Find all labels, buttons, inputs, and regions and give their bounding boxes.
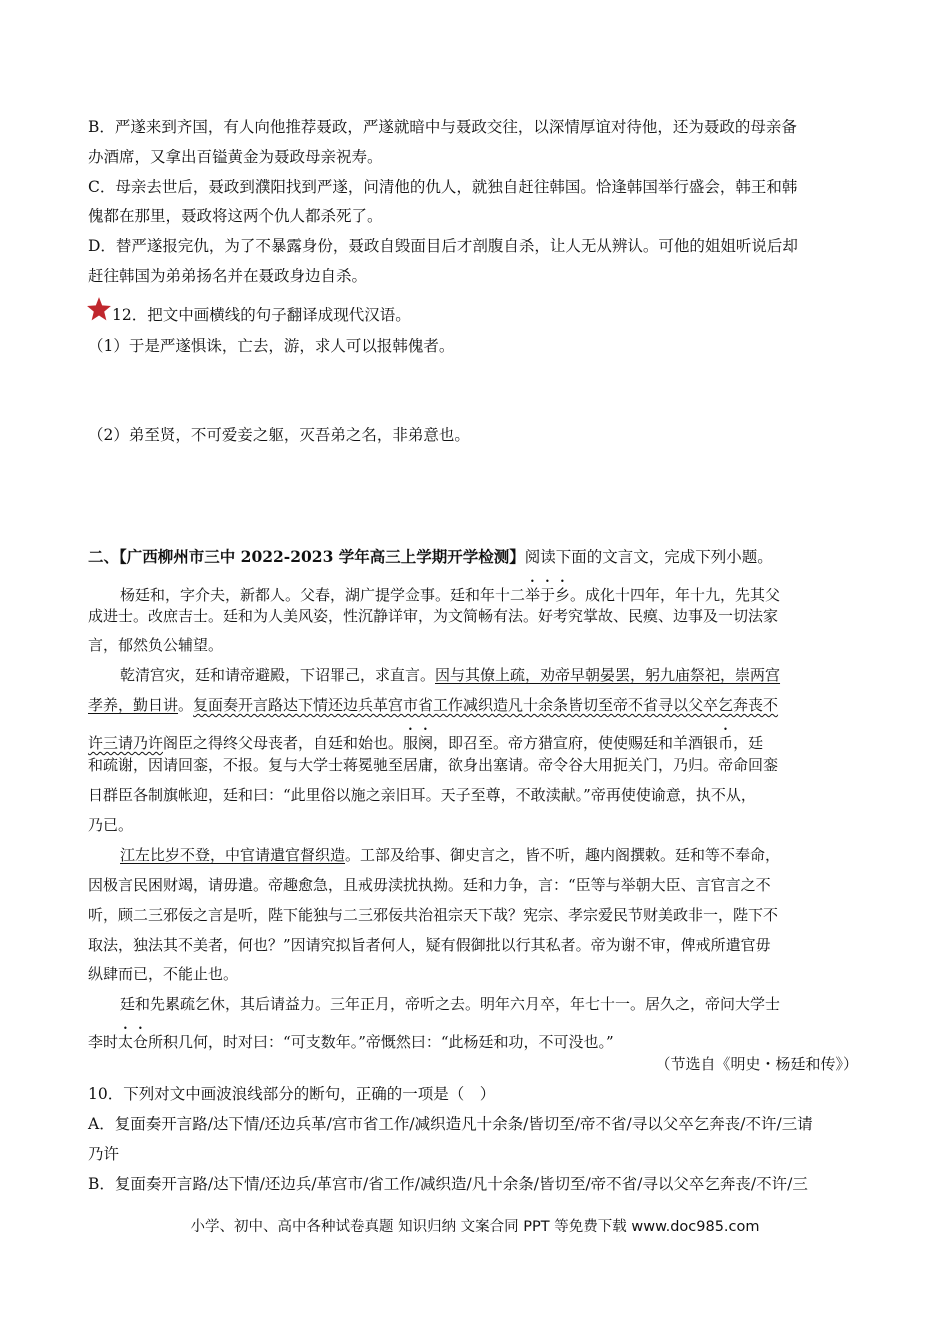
passage-text: 。成化十四年，年十九，先其父 — [570, 586, 781, 604]
passage-p1-line1 — [120, 577, 780, 605]
passage-p3-line3: 听，顾二三邪佞之言是听，陛下能独与二三邪佞共治祖宗天下哉？宪宗、孝宗爱民节财美政非一，陛下不 — [88, 906, 779, 924]
passage-text: 所积几何，时对曰：“可支数年。”帝慨然曰：“此杨廷和功，不可没也。” — [148, 1033, 614, 1051]
section-number: 二、 — [88, 547, 120, 566]
q12-sentence-2: （2）弟至贤，不可爱妾之躯，灭吾弟之名，非弟意也。 — [88, 426, 470, 444]
underlined-sentence: 江左比岁不登，中官请遣官督织造 — [120, 846, 346, 864]
passage-p2-line5: 日群臣各制旗帐迎，廷和曰：“此里俗以施之亲旧耳。天子至尊，不敢渎献。”帝再使使谕意，执不从， — [88, 786, 756, 804]
q12-sentence-1: （1）于是严遂惧诛，亡去，游，求人可以报韩傀者。 — [88, 337, 455, 355]
star-icon — [86, 296, 112, 322]
q10-title: 10．下列对文中画波浪线部分的断句，正确的一项是（ ） — [88, 1085, 496, 1103]
passage-text: 杨廷和，字介夫，新都人。父春，湖广提学佥事。廷和年十二 — [120, 586, 526, 604]
passage-p2-line4: 和疏谢，因请回銮，不报。复与大学士蒋冕驰至居庸，欲身出塞请。帝令谷大用扼关门，乃归。帝命回銮 — [88, 756, 779, 774]
passage-p2-line2 — [88, 695, 778, 715]
passage-source: （节选自《明史・杨廷和传》） — [655, 1055, 858, 1073]
passage-text: 。工部及给事、御史言之，皆不听，趣内阁撰敕。廷和等不奉命， — [345, 846, 781, 864]
passage-text: 阁臣之得终父母丧者，自廷和始也。 — [163, 734, 404, 752]
section-2-heading — [88, 547, 773, 567]
passage-p3-line1 — [120, 845, 780, 865]
q10-option-a-line2: 乃许 — [88, 1145, 120, 1163]
q10-option-a-line1: A．复面奏开言路/达下情/还边兵革/宫市省工作/减织造凡十余条/皆切至/帝不省/寻以父卒乞奔丧/不许/三请 — [88, 1115, 813, 1133]
passage-p1-line2: 成进士。改庶吉士。廷和为人美风姿，性沉静详审，为文简畅有法。好考究掌故、民瘼、边事及一切法家 — [88, 607, 779, 625]
q12-title: 12．把文中画横线的句子翻译成现代汉语。 — [112, 306, 411, 324]
q11-option-c-line1: C．母亲去世后，聂政到濮阳找到严遂，问清他的仇人，就独自赶往韩国。恰逢韩国举行盛会，韩王和韩 — [88, 178, 798, 196]
wavy-underlined-text: 许三请乃许 — [88, 734, 164, 752]
passage-p4-line1: 廷和先累疏乞休，其后请益力。三年正月，帝听之去。明年六月卒，年七十一。居久之，帝问大学士 — [120, 995, 781, 1013]
passage-p4-line2 — [88, 1024, 614, 1052]
passage-p2-line1 — [120, 665, 780, 685]
underlined-sentence: 因与其僚上疏，劝帝早朝晏罢，躬九庙祭祀，崇两宫 — [435, 666, 781, 684]
passage-text: 乾清宫灾，廷和请帝避殿，下诏罪己，求直言。 — [120, 666, 436, 684]
dotted-term: 服阕 — [403, 734, 434, 752]
q11-option-b-line1: B．严遂来到齐国，有人向他推荐聂政，严遂就暗中与聂政交往，以深情厚谊对待他，还为聂政的母亲备 — [88, 118, 797, 136]
q11-option-c-line2: 傀都在那里，聂政将这两个仇人都杀死了。 — [88, 207, 383, 225]
passage-p2-line3 — [88, 725, 763, 753]
dotted-term: 币 — [718, 734, 734, 752]
passage-text: ，廷 — [733, 734, 764, 752]
q11-option-d-line1: D．替严遂报完仇，为了不暴露身份，聂政自毁面目后才剖腹自杀，让人无从辨认。可他的姐姐听说后却 — [88, 237, 798, 255]
source-tag: 【广西柳州市三中 2022-2023 学年高三上学期开学检测】 — [119, 547, 525, 566]
passage-text: 李时 — [88, 1033, 119, 1051]
q10-option-b-line1: B．复面奏开言路/达下情/还边兵/革宫市/省工作/减织造/凡十余条/皆切至/帝不省/寻以父卒乞奔丧/不许/三 — [88, 1175, 808, 1193]
passage-text: 。 — [178, 696, 194, 714]
q11-option-b-line2: 办酒席，又拿出百镒黄金为聂政母亲祝寿。 — [88, 148, 383, 166]
underlined-sentence: 孝养，勤日讲 — [88, 696, 179, 714]
q11-option-d-line2: 赶往韩国为弟弟扬名并在聂政身边自杀。 — [88, 267, 368, 285]
dotted-term: 太仓 — [118, 1033, 149, 1051]
wavy-underlined-text: 复面奏开言路达下情还边兵革宫市省工作减织造凡十余条皆切至帝不省寻以父卒乞奔丧不 — [193, 696, 779, 714]
dotted-term: 举于乡 — [525, 586, 571, 604]
passage-p3-line2: 因极言民困财竭，请毋遣。帝趣愈急，且戒毋渎扰执拗。廷和力争，言：“臣等与举朝大臣、言官言之不 — [88, 876, 771, 894]
passage-text: ，即召至。帝方猎宣府，使使赐廷和羊酒银 — [433, 734, 719, 752]
passage-p3-line5: 纵肆而已，不能止也。 — [88, 965, 239, 983]
page-footer: 小学、初中、高中各种试卷真题 知识归纳 文案合同 PPT 等免费下载 www.doc985.com — [190, 1219, 760, 1235]
passage-p2-line6: 乃已。 — [88, 816, 134, 834]
passage-p3-line4: 取法，独法其不美者，何也？”因请究拟旨者何人，疑有假御批以行其私者。帝为谢不审，俾戒所遣官毋 — [88, 936, 771, 954]
section-instruction: 阅读下面的文言文，完成下列小题。 — [524, 548, 773, 566]
passage-p1-line3: 言，郁然负公辅望。 — [88, 636, 224, 654]
